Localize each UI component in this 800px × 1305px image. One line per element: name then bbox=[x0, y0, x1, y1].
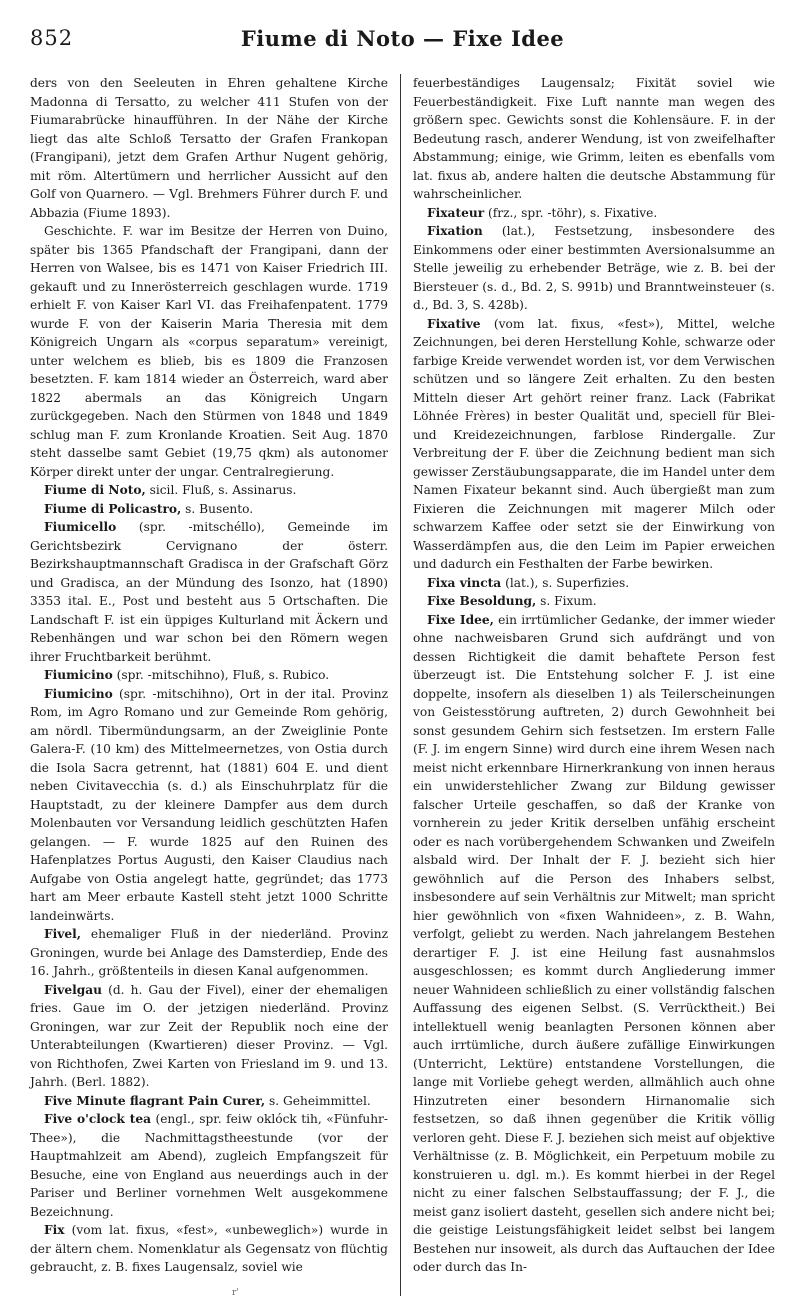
left-column bbox=[30, 74, 388, 1277]
entry bbox=[30, 500, 388, 519]
entry bbox=[30, 74, 388, 222]
entry-headword: Fixa vincta bbox=[427, 575, 502, 590]
entry bbox=[30, 1092, 388, 1111]
entry bbox=[413, 611, 775, 1277]
entry bbox=[30, 1221, 388, 1277]
entry bbox=[413, 74, 775, 204]
entry-headword: Fixation bbox=[427, 224, 483, 238]
entry-headword: Fixative bbox=[427, 316, 481, 331]
entry-headword: Fix bbox=[44, 1223, 65, 1237]
entry bbox=[30, 981, 388, 1092]
entry-text: s. Busento. bbox=[185, 501, 254, 516]
entry-text: (lat.), Festsetzung, insbesondere des Einkommens oder einer bestimmten Aversionalsumme an Stelle jeweilig zu erhebender Beträge, wie z. B. bei der Biersteuer (s. d., Bd. 2, S. 991b) und Branntweinsteuer (s. d., Bd. 3, S. 428b). bbox=[413, 224, 775, 312]
entry-text: (spr. -mitschihno), Ort in der ital. Provinz Rom, im Agro Romano und zur Gemeinde Rom gehörig, am nördl. Tibermündungsarm, an der Zweiglinie Ponte Galera-F. (10 km) des Mittelmeernetzes, von Ostia durch die Isola Sacra getrennt, hat (1881) 604 E. und dient neben Civitavecchia (s. d.) als Einschuhrplatz für die Hauptstadt, zu der kleinere Dampfer aus dem durch Molenbauten vor Versandung leidlich geschützten Hafen gelangen. — F. wurde 1825 auf den Ruinen des Hafenplatzes Portus Augusti, den Kaiser Claudius nach Aufgabe von Ostia angelegt hatte, gegründet; das 1773 hart am Meer erbaute Kastell steht jetzt 1000 Schritte landeinwärts. bbox=[30, 686, 388, 923]
entry bbox=[413, 592, 775, 611]
entry bbox=[30, 481, 388, 500]
entry-headword: Fiumicino bbox=[44, 686, 113, 701]
entry-text: (spr. -mitschéllo), Gemeinde im Gerichtsbezirk Cervignano der österr. Bezirkshauptmannschaft Gradisca in der Grafschaft Görz und Gradisca, an der Mündung des Isonzo, hat (1890) 3353 ital. E., Post und besteht aus 5 Ortschaften. Die Landschaft F. ist ein üppiges Kulturland mit Äckern und Rebenhängen und war schon bei den Römern wegen ihrer Fruchtbarkeit berühmt. bbox=[30, 520, 388, 664]
entry-headword: Fixateur bbox=[427, 205, 485, 220]
entry-text: (lat.), s. Superfizies. bbox=[505, 575, 630, 590]
entry bbox=[30, 685, 388, 926]
entry-headword: Fivelgau bbox=[44, 982, 103, 997]
entry-text: ders von den Seeleuten in Ehren gehaltene Kirche Madonna di Tersatto, zu welcher 411 Stufen von der Fiumarabrücke hinaufführen. In der Nähe der Kirche liegt das alte Schloß Tersatto der Grafen Frankopan (Frangipani), jetzt dem Grafen Arthur Nugent gehörig, mit röm. Altertümern und herrlicher Aussicht auf den Golf von Quarnero. — Vgl. Brehmers Führer durch F. und Abbazia (Fiume 1893). bbox=[30, 76, 388, 220]
entry-text: s. Fixum. bbox=[540, 594, 597, 608]
entry-text: sicil. Fluß, s. Assinarus. bbox=[149, 483, 297, 497]
entry bbox=[413, 222, 775, 315]
entry-text: s. Geheimmittel. bbox=[269, 1093, 371, 1108]
entry bbox=[30, 925, 388, 981]
entry-text: ehemaliger Fluß in der niederländ. Provinz Groningen, wurde bei Anlage des Damsterdiep, Ende des 16. Jahrh., größtenteils in diesen Kanal aufgenommen. bbox=[30, 927, 388, 978]
entry-headword: Fivel, bbox=[44, 927, 81, 941]
entry bbox=[30, 666, 388, 685]
entry-headword: Fixe Besoldung, bbox=[427, 594, 537, 608]
entry-text: ein irrtümlicher Gedanke, der immer wieder ohne nachweisbaren Grund sich aufdrängt und von dessen Richtigkeit die damit behaftete Person fest überzeugt ist. Die Entstehung solcher F. J. ist eine doppelte, insofern als dieselben 1) als Teilerscheinungen von Geistesstörung auftreten, 2) durch Gewohnheit bei sonst gesundem Gehirn sich festsetzen. Im erstern Falle (F. J. im engern Sinne) wird durch eine ihrem Wesen nach meist nicht erkennbare Hirnerkrankung von innen heraus ein unwiderstehlicher Zwang zur Bildung gewisser falscher Urteile geschaffen, so daß der Kranke von vornherein zu jeder Kritik derselben unfähig erscheint oder es nach vorübergehendem Schwanken und Zweifeln alsbald wird. Der Inhalt der F. J. bezieht sich hier gewöhnlich auf die Person des Inhabers selbst, insbesondere auf sein Verhältnis zur Mitwelt; man spricht hier gewöhnlich von «fixen Wahnideen», z. B. Wahn, verfolgt, geliebt zu werden. Nach jahrelangem Bestehen derartiger F. J. ist eine Heilung fast ausnahmslos ausgeschlossen; es kommt durch Angliederung immer neuer Wahnideen schließlich zu einer vollständig falschen Auffassung des eigenen Selbst. (S. Verrücktheit.) Bei intellektuell wenig beanlagten Personen können aber auch irrtümliche, durch äußere zufällige Einwirkungen (Unterricht, Lektüre) entstandene Vorstellungen, die lange mit Vorliebe gehegt werden, allmählich auch ohne Hinzutreten einer besondern Hirnanomalie sich festsetzen, so daß ihnen gegenüber die Kritik völlig verloren geht. Diese F. J. beziehen sich meist auf objektive Verhältnisse (z. B. Möglichkeit, ein Perpetuum mobile zu konstruieren u. dgl. m.). Es kommt hierbei in der Regel nicht zu einer falschen Selbstauffassung; der F. J., die meist ganz isoliert dasteht, gesellen sich andere nicht bei; die geistige Leistungsfähigkeit leidet selbst bei langem Bestehen nur insoweit, als durch das Auftauchen der Idee oder durch das In- bbox=[413, 612, 775, 1274]
column-divider bbox=[400, 74, 401, 1296]
entry bbox=[413, 315, 775, 574]
entry-text: (spr. -mitschihno), Fluß, s. Rubico. bbox=[116, 668, 330, 682]
entry-headword: Fiumicello bbox=[44, 520, 117, 534]
entry bbox=[413, 204, 775, 223]
entry-text: (vom lat. fixus, «fest»), Mittel, welche Zeichnungen, bei deren Herstellung Kohle, schwarze oder farbige Kreide verwendet worden ist, vor dem Verwischen schützen und so längere Zeit erhalten. Zu den besten Mitteln dieser Art gehört reiner franz. Lack (Fabrikat Löhnée Frères) in bester Qualität und, speciell für Blei- und Kreidezeichnungen, farblose Rindergalle. Zur Verbreitung der F. über die Zeichnung bedient man sich gewisser Zerstäubungsapparate, die im Handel unter dem Namen Fixateur bekannt sind. Auch übergießt man zum Fixieren die Zeichnungen mit magerer Milch oder schwarzem Kaffee oder setzt sie der Einwirkung von Wasserdämpfen aus, die den Leim im Papier erweichen und dadurch ein Festhalten der Farbe bewirken. bbox=[413, 316, 776, 571]
entry-text: (engl., spr. feiw oklóck tih, «Fünfuhr-Thee»), die Nachmittagstheestunde (vor der Hauptmahlzeit am Abend), zugleich Empfangszeit für Besuche, eine von England aus neuerdings auch in der Pariser und Berliner vornehmen Welt ausgekommene Bezeichnung. bbox=[30, 1112, 389, 1219]
page-header bbox=[30, 12, 775, 56]
footer-mark: r' bbox=[232, 1288, 239, 1298]
entry-text: (d. h. Gau der Fivel), einer der ehemaligen fries. Gaue im O. der jetzigen niederländ. Provinz Groningen, war zur Zeit der Republik noch eine der Unterabteilungen (Kwartieren) dieser Provinz. — Vgl. von Richthofen, Zwei Karten von Friesland im 9. und 13. Jahrh. (Berl. 1882). bbox=[30, 982, 388, 1089]
entry bbox=[30, 222, 388, 481]
entry-headword: Fixe Idee, bbox=[427, 612, 494, 627]
entry bbox=[413, 574, 775, 593]
entry-text: (vom lat. fixus, «fest», «unbeweglich») wurde in der ältern chem. Nomenklatur als Gegensatz von flüchtig gebraucht, z. B. fixes Laugensalz, soviel wie bbox=[30, 1223, 389, 1274]
running-head: Fiume di Noto — Fixe Idee bbox=[240, 26, 565, 51]
entry-headword: Five o'clock tea bbox=[44, 1112, 151, 1126]
page-number: 852 bbox=[30, 26, 74, 50]
entry bbox=[30, 518, 388, 666]
entry-headword: Fiume di Noto, bbox=[44, 483, 146, 497]
entry-headword: Fiumicino bbox=[44, 668, 113, 682]
entry-text: Geschichte. F. war im Besitze der Herren von Duino, später bis 1365 Pfandschaft der Frangipani, dann der Herren von Walsee, bis es 1471 von Kaiser Friedrich III. gekauft und zu Innerösterreich geschlagen wurde. 1719 erhielt F. von Kaiser Karl VI. das Freihafenpatent. 1779 wurde F. von der Kaiserin Maria Theresia mit dem Königreich Ungarn als «corpus separatum» vereinigt, unter welchem es blieb, bis es 1809 die Franzosen besetzten. F. kam 1814 wieder an Österreich, ward aber 1822 abermals an das Königreich Ungarn zurückgegeben. Nach den Stürmen von 1848 und 1849 schlug man F. zum Kronlande Kroatien. Seit Aug. 1870 steht dasselbe samt Gebiet (19,75 qkm) als autonomer Körper direkt unter der ungar. Centralregierung. bbox=[30, 224, 388, 479]
entry-headword: Fiume di Policastro, bbox=[44, 501, 182, 516]
entry-headword: Five Minute flagrant Pain Curer, bbox=[44, 1093, 266, 1108]
right-column bbox=[413, 74, 775, 1277]
entry-text: feuerbeständiges Laugensalz; Fixität soviel wie Feuerbeständigkeit. Fixe Luft nannte man wegen des größern spec. Gewichts sonst die Kohlensäure. F. in der Bedeutung rasch, anderer Wendung, ist von zweifelhafter Abstammung; einige, wie Grimm, leiten es ebenfalls vom lat. fixus ab, andere halten die deutsche Abstammung für wahrscheinlicher. bbox=[413, 76, 775, 201]
entry-text: (frz., spr. -töhr), s. Fixative. bbox=[488, 205, 658, 220]
entry bbox=[30, 1110, 388, 1221]
